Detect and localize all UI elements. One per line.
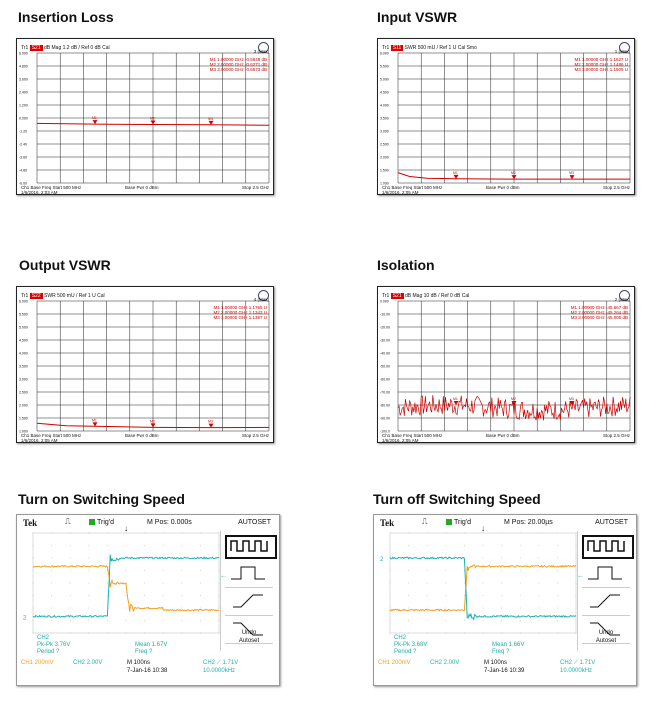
ch2-ground-marker: 2	[380, 557, 384, 563]
y-tick-label: -1.20	[19, 129, 27, 134]
footer-mid: Base Pwr 0 dBm	[486, 433, 520, 438]
ch1-trace	[33, 566, 219, 612]
grid-dot	[200, 545, 201, 546]
panel-title: Output VSWR	[19, 257, 111, 273]
grid-dot	[88, 545, 89, 546]
vna-frame	[16, 286, 274, 443]
grid-dot	[408, 570, 409, 571]
grid-dot	[163, 595, 164, 596]
y-tick-label: 0.000	[380, 299, 389, 304]
grid-dot	[144, 595, 145, 596]
vna-header: Tr1 S21 dB Mag 1.2 dB / Ref 0 dB Cal	[21, 45, 110, 51]
tek-logo: Tek	[23, 518, 38, 528]
grid-dot	[70, 595, 71, 596]
y-tick-label: -6.00	[19, 181, 27, 186]
scope-screen	[16, 514, 280, 686]
grid-dot	[200, 595, 201, 596]
grid-dot	[200, 620, 201, 621]
grid-dot	[445, 583, 446, 584]
grid-dot	[126, 545, 127, 546]
autoset-rising-edge-button[interactable]	[225, 589, 273, 616]
vna-header: Tr1 S11 SWR 500 mU / Ref 1 U Cal Smo	[382, 45, 477, 51]
ch1-scale: CH1 200mV	[21, 660, 54, 666]
y-tick-label: -3.60	[19, 155, 27, 160]
trig-status: Trig'd	[446, 519, 471, 526]
y-tick-label: 5.000	[19, 325, 28, 330]
grid-dot	[501, 595, 502, 596]
grid-dot	[51, 558, 52, 559]
vna-frame	[377, 38, 635, 195]
footer-left: Ch1 Base Freq Start 500 MHz	[21, 433, 82, 438]
autoset-pulse-button[interactable]	[582, 561, 630, 588]
panel-output-vswr	[0, 248, 320, 458]
pulse-icon: ⎍	[65, 517, 71, 526]
panel-insertion-loss	[0, 0, 320, 245]
grid-dot	[163, 583, 164, 584]
grid-dot	[427, 570, 428, 571]
grid-dot	[88, 620, 89, 621]
y-tick-label: 1.500	[19, 416, 28, 421]
ch2-scale: CH2 2.00V	[73, 660, 103, 666]
y-tick-label: -2.40	[19, 142, 27, 147]
grid-dot	[520, 545, 521, 546]
grid-dot	[51, 583, 52, 584]
footer-right: Stop 2.5 GHz	[241, 433, 269, 438]
marker-label: M1	[92, 116, 97, 121]
grid-dot	[70, 620, 71, 621]
y-tick-label: 3.500	[380, 116, 389, 121]
y-tick-label: -60.00	[380, 377, 390, 382]
y-tick-label: 2.000	[19, 403, 28, 408]
y-tick-label: 2.000	[380, 155, 389, 160]
grid-dot	[538, 545, 539, 546]
marker-label: M3	[569, 171, 574, 176]
grid-dot	[107, 558, 108, 559]
grid-dot	[163, 545, 164, 546]
grid-dot	[70, 608, 71, 609]
grid-dot	[483, 558, 484, 559]
grid-dot	[557, 583, 558, 584]
y-tick-label: 1.500	[380, 168, 389, 173]
marker-label: M2	[150, 419, 155, 424]
m-pos: M Pos: 0.000s	[147, 519, 192, 526]
marker-triangle	[151, 121, 156, 125]
marker-label: M1	[453, 397, 458, 401]
grid-dot	[464, 545, 465, 546]
grid-dot	[520, 608, 521, 609]
plot-grid	[37, 301, 269, 431]
scope-side-menu	[220, 531, 279, 651]
measurement-right: Mean 1.67V Freq ?	[135, 642, 168, 655]
grid-dot	[88, 558, 89, 559]
y-tick-label: 2.500	[19, 390, 28, 395]
grid-dot	[538, 595, 539, 596]
measurement-left: CH2 Pk-Pk 3.68V Period ?	[394, 635, 428, 655]
scope-grid	[390, 533, 577, 634]
panel-title: Isolation	[377, 257, 435, 273]
grid-dot	[181, 595, 182, 596]
ch1-trace	[390, 565, 576, 611]
ch2-ground-marker: 2	[23, 615, 27, 622]
grid-dot	[51, 570, 52, 571]
grid-dot	[427, 620, 428, 621]
panel-turn-on	[0, 482, 330, 714]
undo-autoset-button[interactable]: Undo Autoset	[238, 630, 260, 644]
grid-dot	[163, 570, 164, 571]
grid-dot	[483, 608, 484, 609]
grid-dot	[464, 620, 465, 621]
grid-dot	[88, 570, 89, 571]
undo-autoset-button[interactable]: Undo Autoset	[595, 630, 617, 644]
y-tick-label: -10.00	[380, 312, 390, 317]
grid-dot	[70, 583, 71, 584]
grid-dot	[520, 595, 521, 596]
grid-dot	[501, 558, 502, 559]
y-tick-label: 0.000	[19, 116, 28, 121]
footer-left: Ch1 Base Freq Start 500 MHz	[21, 185, 82, 190]
grid-dot	[557, 608, 558, 609]
footer-date: 1/6/2016, 2:05 AM	[382, 190, 419, 195]
y-tick-label: 5.000	[380, 77, 389, 82]
vna-header: Tr1 S22 SWR 500 mU / Ref 1 U Cal	[21, 293, 105, 299]
grid-dot	[408, 545, 409, 546]
corner-label: 2 (Max)	[614, 297, 630, 302]
grid-dot	[445, 620, 446, 621]
grid-dot	[70, 545, 71, 546]
scope-side-menu	[577, 531, 636, 651]
y-tick-label: 4.800	[19, 64, 28, 69]
scope-date: 7-Jan-16 10:39	[484, 668, 525, 674]
vna-header: Tr1 S21 dB Mag 10 dB / Ref 0 dB Cal	[382, 293, 470, 299]
marker-readout: M1 1.00000 GHz 1.1765 U M2 2.00000 GHz 1.1343 U M3 3.00000 GHz 1.1387 U	[213, 305, 267, 320]
vna-frame	[16, 38, 274, 195]
grid-dot	[107, 545, 108, 546]
corner-label: 1 (Max)	[614, 49, 630, 54]
y-tick-label: 6.000	[19, 299, 28, 304]
y-tick-label: -90.00	[380, 416, 390, 421]
grid-dot	[88, 583, 89, 584]
trigger-position-icon: ↓	[481, 524, 485, 533]
marker-triangle	[454, 175, 459, 179]
footer-left: Ch1 Base Freq Start 500 MHz	[382, 185, 443, 190]
panel-title: Insertion Loss	[18, 9, 114, 25]
autoset-square-wave-button[interactable]	[582, 535, 634, 559]
trig-status: Trig'd	[89, 519, 114, 526]
footer-date: 1/6/2016, 2:05 AM	[21, 438, 58, 443]
grid-dot	[557, 620, 558, 621]
grid-dot	[445, 608, 446, 609]
grid-dot	[538, 620, 539, 621]
grid-dot	[200, 570, 201, 571]
y-tick-label: 4.000	[380, 103, 389, 108]
grid-dot	[144, 545, 145, 546]
grid-dot	[126, 620, 127, 621]
grid-dot	[538, 570, 539, 571]
marker-triangle	[454, 401, 459, 405]
grid-dot	[483, 570, 484, 571]
grid-dot	[88, 595, 89, 596]
footer-mid: Base Pwr 0 dBm	[125, 185, 159, 190]
grid-dot	[181, 608, 182, 609]
scope-date: 7-Jan-16 10:38	[127, 668, 168, 674]
footer-date: 1/6/2016, 2:05 AM	[382, 438, 419, 443]
grid-dot	[51, 620, 52, 621]
panel-isolation	[360, 248, 657, 458]
marker-label: M2	[511, 171, 516, 176]
grid-dot	[200, 608, 201, 609]
grid-dot	[501, 545, 502, 546]
autoset-pulse-button[interactable]	[225, 561, 273, 588]
marker-label: M2	[511, 397, 516, 401]
grid-dot	[557, 570, 558, 571]
marker-triangle	[209, 121, 214, 125]
grid-dot	[520, 620, 521, 621]
grid-dot	[557, 595, 558, 596]
grid-dot	[427, 545, 428, 546]
grid-dot	[483, 583, 484, 584]
grid-dot	[181, 570, 182, 571]
y-tick-label: 4.500	[19, 338, 28, 343]
trigger-level-icon: ←	[220, 572, 227, 580]
y-tick-label: -30.00	[380, 338, 390, 343]
panel-title: Turn off Switching Speed	[373, 491, 541, 507]
trig-level: CH2 ⟋ 1.71V	[560, 660, 596, 666]
grid-dot	[144, 583, 145, 584]
grid-dot	[144, 570, 145, 571]
marker-triangle	[93, 422, 98, 426]
marker-triangle	[570, 175, 575, 179]
marker-triangle	[209, 424, 214, 428]
grid-dot	[520, 570, 521, 571]
ch2-scale: CH2 2.00V	[430, 660, 460, 666]
grid-dot	[501, 620, 502, 621]
scope-screen	[373, 514, 637, 686]
grid-dot	[107, 620, 108, 621]
autoset-square-wave-button[interactable]	[225, 535, 277, 559]
y-tick-label: 5.500	[380, 64, 389, 69]
grid-dot	[520, 583, 521, 584]
panel-turn-off	[356, 482, 656, 714]
grid-dot	[51, 595, 52, 596]
grid-dot	[408, 608, 409, 609]
y-tick-label: 2.500	[380, 142, 389, 147]
grid-dot	[126, 608, 127, 609]
vna-frame	[377, 286, 635, 443]
grid-dot	[557, 545, 558, 546]
autoset-rising-edge-button[interactable]	[582, 589, 630, 616]
tek-logo: Tek	[380, 518, 395, 528]
y-tick-label: 5.500	[19, 312, 28, 317]
timebase: M 100ns	[127, 660, 151, 666]
grid-dot	[483, 620, 484, 621]
autoset-label: AUTOSET	[595, 519, 628, 526]
grid-dot	[70, 570, 71, 571]
grid-dot	[427, 583, 428, 584]
corner-label: 4 (Max)	[253, 297, 269, 302]
y-tick-label: -20.00	[380, 325, 390, 330]
corner-label: 3 (Max)	[253, 49, 269, 54]
grid-dot	[70, 558, 71, 559]
marker-triangle	[151, 423, 156, 427]
grid-dot	[51, 608, 52, 609]
y-tick-label: 3.500	[19, 364, 28, 369]
grid-dot	[163, 620, 164, 621]
y-tick-label: 6.000	[19, 51, 28, 56]
grid-dot	[107, 595, 108, 596]
panel-input-vswr	[360, 0, 657, 245]
marker-label: M1	[453, 170, 458, 175]
marker-readout: M1 1.00000 GHz -0.5649 dB M2 2.00000 GHz -0.6271 dB M3 3.00000 GHz -0.6673 dB	[209, 57, 267, 72]
grid-dot	[408, 620, 409, 621]
timebase: M 100ns	[484, 660, 508, 666]
grid-dot	[181, 545, 182, 546]
y-tick-label: -80.00	[380, 403, 390, 408]
measurement-left: CH2 Pk-Pk 3.76V Period ?	[37, 635, 71, 655]
grid-dot	[445, 545, 446, 546]
marker-triangle	[93, 120, 98, 124]
panel-title: Input VSWR	[377, 9, 458, 25]
grid-dot	[464, 583, 465, 584]
y-tick-label: 1.000	[380, 181, 389, 186]
footer-date: 1/6/2016, 2:03 AM	[21, 190, 58, 195]
marker-label: M3	[208, 116, 213, 121]
y-tick-label: 1.000	[19, 429, 28, 434]
y-tick-label: -100.0	[380, 429, 390, 434]
grid-dot	[181, 620, 182, 621]
grid-dot	[538, 608, 539, 609]
marker-triangle	[512, 175, 517, 179]
measurement-right: Mean 1.66V Freq ?	[492, 642, 525, 655]
grid-dot	[144, 620, 145, 621]
grid-dot	[557, 558, 558, 559]
y-tick-label: 6.000	[380, 51, 389, 56]
y-tick-label: -40.00	[380, 351, 390, 356]
y-tick-label: 4.000	[19, 351, 28, 356]
grid-dot	[408, 595, 409, 596]
marker-label: M2	[150, 116, 155, 121]
trig-level: CH2 ⟋ 1.71V	[203, 660, 239, 666]
marker-readout: M1 1.00000 GHz 1.1627 U M2 2.00000 GHz 1.1486 U M3 3.00000 GHz 1.1505 U	[574, 57, 628, 72]
marker-label: M3	[208, 419, 213, 424]
grid-dot	[538, 583, 539, 584]
ch1-scale: CH1 200mV	[378, 660, 411, 666]
footer-right: Stop 2.5 GHz	[241, 185, 269, 190]
plot-grid	[398, 53, 630, 183]
footer-mid: Base Pwr 0 dBm	[125, 433, 159, 438]
autoset-label: AUTOSET	[238, 519, 271, 526]
footer-mid: Base Pwr 0 dBm	[486, 185, 520, 190]
y-tick-label: 3.600	[19, 77, 28, 82]
grid-dot	[501, 570, 502, 571]
grid-dot	[520, 558, 521, 559]
grid-dot	[483, 545, 484, 546]
grid-dot	[107, 583, 108, 584]
grid-dot	[126, 595, 127, 596]
m-pos: M Pos: 20.00µs	[504, 519, 553, 526]
grid-dot	[445, 570, 446, 571]
y-tick-label: -50.00	[380, 364, 390, 369]
footer-right: Stop 2.5 GHz	[602, 433, 630, 438]
grid-dot	[181, 583, 182, 584]
trigger-level-icon: ←	[577, 572, 584, 580]
trigger-position-icon: ↓	[124, 524, 128, 533]
grid-dot	[483, 595, 484, 596]
grid-dot	[445, 595, 446, 596]
grid-dot	[88, 608, 89, 609]
grid-dot	[200, 583, 201, 584]
trig-freq: 10.0000kHz	[560, 668, 593, 674]
grid-dot	[427, 608, 428, 609]
marker-readout: M1 1.00000 GHz -45.667 dB M2 2.00000 GHz -45.264 dB M3 3.00000 GHz -45.000 dB	[570, 305, 628, 320]
y-tick-label: 2.400	[19, 90, 28, 95]
trig-freq: 10.0000kHz	[203, 668, 236, 674]
y-tick-label: -4.80	[19, 168, 27, 173]
grid-dot	[464, 595, 465, 596]
grid-dot	[51, 545, 52, 546]
grid-dot	[501, 583, 502, 584]
grid-dot	[501, 608, 502, 609]
footer-left: Ch1 Base Freq Start 500 MHz	[382, 433, 443, 438]
y-tick-label: 4.500	[380, 90, 389, 95]
marker-label: M3	[569, 397, 574, 401]
marker-label: M1	[92, 418, 97, 423]
footer-right: Stop 2.5 GHz	[602, 185, 630, 190]
panel-title: Turn on Switching Speed	[18, 491, 185, 507]
grid-dot	[538, 558, 539, 559]
y-tick-label: 1.200	[19, 103, 28, 108]
grid-dot	[126, 570, 127, 571]
y-tick-label: -70.00	[380, 390, 390, 395]
pulse-icon: ⎍	[422, 517, 428, 526]
grid-dot	[408, 583, 409, 584]
y-tick-label: 3.000	[380, 129, 389, 134]
y-tick-label: 3.000	[19, 377, 28, 382]
grid-dot	[427, 595, 428, 596]
